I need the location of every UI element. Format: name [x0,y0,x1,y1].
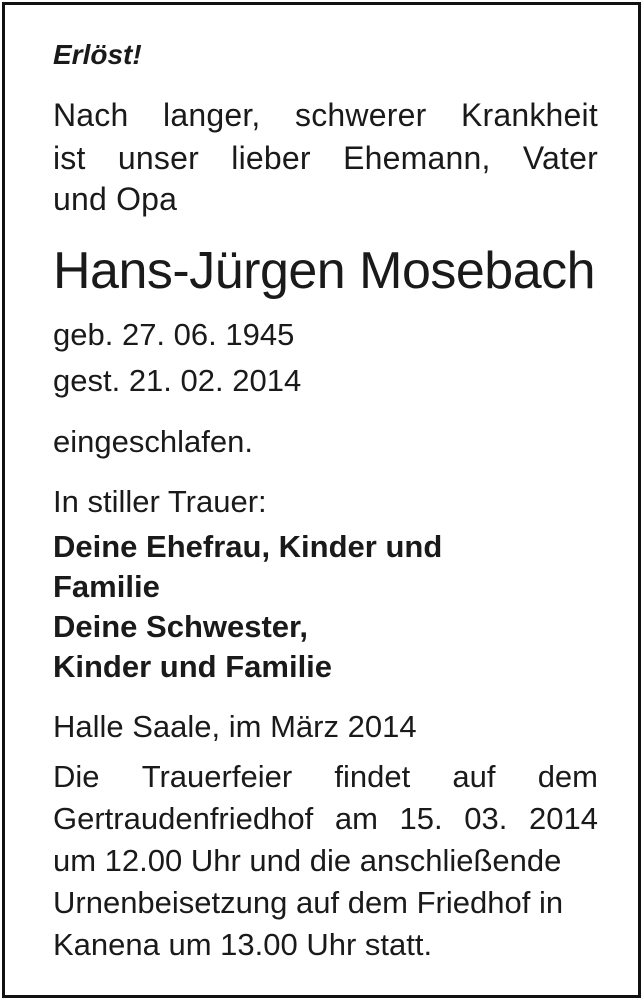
funeral-word: Die [53,759,100,794]
intro-word: Krankheit [460,97,598,133]
intro-line-2 [53,142,598,174]
death-date: gest. 21. 02. 2014 [53,363,302,398]
funeral-word: dem [537,759,598,794]
intro-word: Nach [53,97,129,133]
notice-frame [2,2,641,998]
funeral-word: 2014 [529,801,598,836]
intro-word: Vater [522,140,598,176]
intro-word: schwerer [295,97,427,133]
funeral-line-2 [53,803,598,834]
funeral-line-5: Kanena um 13.00 Uhr statt. [53,927,433,962]
passed-away-text: eingeschlafen. [53,424,253,459]
birth-date: geb. 27. 06. 1945 [53,317,295,352]
funeral-word: findet [334,759,411,794]
funeral-line-4: Urnenbeisetzung auf dem Friedhof in [53,885,564,920]
funeral-line-1 [53,761,598,792]
deceased-name: Hans-Jürgen Mosebach [53,242,596,300]
funeral-word: Trauerfeier [141,759,293,794]
notice-heading: Erlöst! [53,39,142,70]
place-date: Halle Saale, im März 2014 [53,709,417,744]
intro-word: langer, [163,97,261,133]
funeral-line-3: um 12.00 Uhr und die anschließende [53,843,562,878]
funeral-word: auf [452,759,496,794]
intro-line-1 [53,99,598,131]
signer-line: Deine Ehefrau, Kinder und [53,529,443,564]
intro-word: ist [53,140,86,176]
signer-line: Deine Schwester, [53,609,309,644]
funeral-word: Gertraudenfriedhof [53,801,314,836]
funeral-word: am [334,801,378,836]
funeral-word: 03. [464,801,508,836]
signer-line: Familie [53,569,160,604]
intro-word: unser [117,140,199,176]
funeral-word: 15. [399,801,443,836]
intro-word: lieber [231,140,311,176]
signer-line: Kinder und Familie [53,649,333,684]
intro-word: Ehemann, [343,140,491,176]
intro-line-3: und Opa [53,181,178,217]
mourning-intro: In stiller Trauer: [53,484,267,519]
